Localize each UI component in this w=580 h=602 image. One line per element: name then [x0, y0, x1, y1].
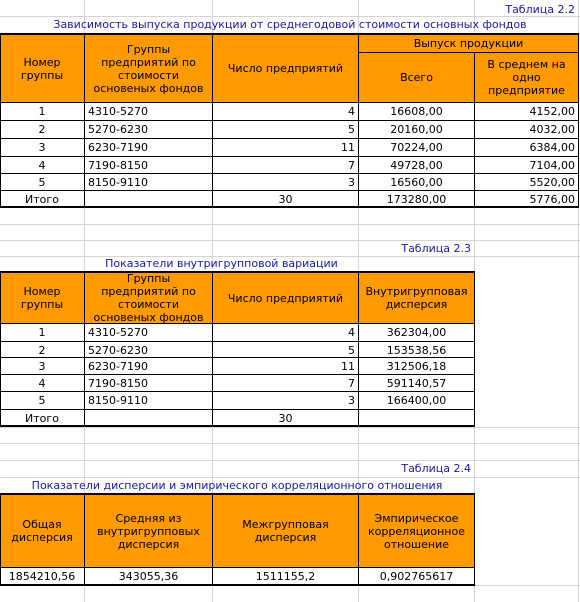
t2-row-number: 4	[38, 377, 46, 390]
grid-line	[0, 443, 580, 444]
t2-row-disp: 166400,00	[386, 394, 447, 407]
t1-header-count: Число предприятий	[213, 35, 358, 102]
t2-row-count: 7	[348, 377, 355, 390]
t2-header-groups: Группы предприятий по стоимости основеных фондов	[85, 273, 212, 323]
t1-header-groups: Группы предприятий по стоимости основеных фондов	[85, 35, 212, 102]
t3-title: Показатели дисперсии и эмпирического корреляционного отношения	[31, 479, 443, 492]
t1-row-range: 5270-6230	[88, 123, 148, 136]
t1-row-count: 5	[348, 123, 355, 136]
t2-footer-count: 30	[278, 411, 293, 425]
t3-header-inter: Межгрупповая дисперсия	[213, 495, 358, 567]
grid-line	[0, 240, 580, 241]
t1-caption: Таблица 2.2	[505, 2, 575, 16]
t1-row-number: 4	[38, 159, 46, 172]
t2-header-count: Число предприятий	[213, 273, 358, 323]
t2-row-disp: 312506,18	[386, 360, 447, 373]
t2-row-count: 11	[341, 360, 355, 373]
t1-footer-avg: 5776,00	[529, 192, 575, 206]
t1-header-output: Выпуск продукции	[359, 35, 578, 52]
t1-row-number: 5	[38, 176, 46, 189]
t2-row-range: 8150-9110	[88, 394, 148, 407]
t2-header-disp: Внутригрупповая дисперсия	[359, 273, 474, 323]
t2-row-disp: 591140,57	[386, 377, 447, 390]
t1-row-total: 16608,00	[390, 105, 443, 118]
t1-row-count: 3	[348, 176, 355, 189]
t3-header-ratio: Эмпирическое корреляционное отношение	[359, 495, 474, 567]
t1-row-avg: 4032,00	[529, 123, 575, 136]
t1-row-count: 7	[348, 159, 355, 172]
t2-caption: Таблица 2.3	[401, 241, 471, 255]
t3-value-total-disp: 1854210,56	[8, 569, 76, 583]
t3-header-total-disp: Общая дисперсия	[0, 495, 84, 567]
t2-row-range: 6230-7190	[88, 360, 148, 373]
t1-row-number: 1	[38, 105, 46, 118]
t1-row-range: 4310-5270	[88, 105, 148, 118]
t1-row-range: 8150-9110	[88, 176, 148, 189]
grid-line	[0, 224, 580, 225]
t2-row-count: 3	[348, 394, 355, 407]
t2-row-number: 5	[38, 394, 46, 407]
t2-row-range: 4310-5270	[88, 326, 148, 339]
t1-title: Зависимость выпуска продукции от среднегодовой стоимости основных фондов	[53, 18, 527, 31]
t1-row-count: 4	[348, 105, 355, 118]
t1-footer-total: 173280,00	[386, 192, 447, 206]
t1-row-total: 70224,00	[390, 141, 443, 154]
t1-row-range: 6230-7190	[88, 141, 148, 154]
t3-value-ratio: 0,902765617	[379, 569, 454, 583]
grid-line	[0, 460, 580, 461]
t3-value-inter: 1511155,2	[255, 569, 316, 583]
t3-header-avg-intra: Средняя из внутригрупповых дисперсия	[85, 495, 212, 567]
t1-header-avg: В среднем на одно предприятие	[475, 53, 578, 102]
t2-row-disp: 153538,56	[386, 344, 447, 357]
t1-header-group-no: Номер группы	[0, 35, 84, 102]
t1-row-range: 7190-8150	[88, 159, 148, 172]
t1-row-avg: 4152,00	[529, 105, 575, 118]
t1-footer-count: 30	[278, 192, 293, 206]
t2-row-count: 5	[348, 344, 355, 357]
t3-value-avg-intra: 343055,36	[118, 569, 179, 583]
t1-row-total: 49728,00	[390, 159, 443, 172]
t1-row-number: 2	[38, 123, 46, 136]
t1-row-total: 16560,00	[390, 176, 443, 189]
t1-row-avg: 6384,00	[529, 141, 575, 154]
t2-row-number: 2	[38, 344, 46, 357]
t1-footer-label: Итого	[25, 192, 59, 206]
t1-row-number: 3	[38, 141, 46, 154]
t3-caption: Таблица 2.4	[401, 462, 471, 475]
t2-row-number: 3	[38, 360, 46, 373]
t1-row-total: 20160,00	[390, 123, 443, 136]
t2-header-group-no: Номер группы	[0, 273, 84, 323]
t2-row-number: 1	[38, 326, 46, 339]
t2-row-range: 5270-6230	[88, 344, 148, 357]
t2-title: Показатели внутригрупповой вариации	[105, 256, 338, 270]
t1-row-avg: 5520,00	[529, 176, 575, 189]
t2-row-range: 7190-8150	[88, 377, 148, 390]
grid-line	[0, 427, 580, 428]
t2-row-disp: 362304,00	[386, 326, 447, 339]
t1-header-total: Всего	[359, 53, 474, 102]
t1-row-avg: 7104,00	[529, 159, 575, 172]
t2-footer-label: Итого	[25, 411, 59, 425]
t2-row-count: 4	[348, 326, 355, 339]
t1-row-count: 11	[341, 141, 355, 154]
